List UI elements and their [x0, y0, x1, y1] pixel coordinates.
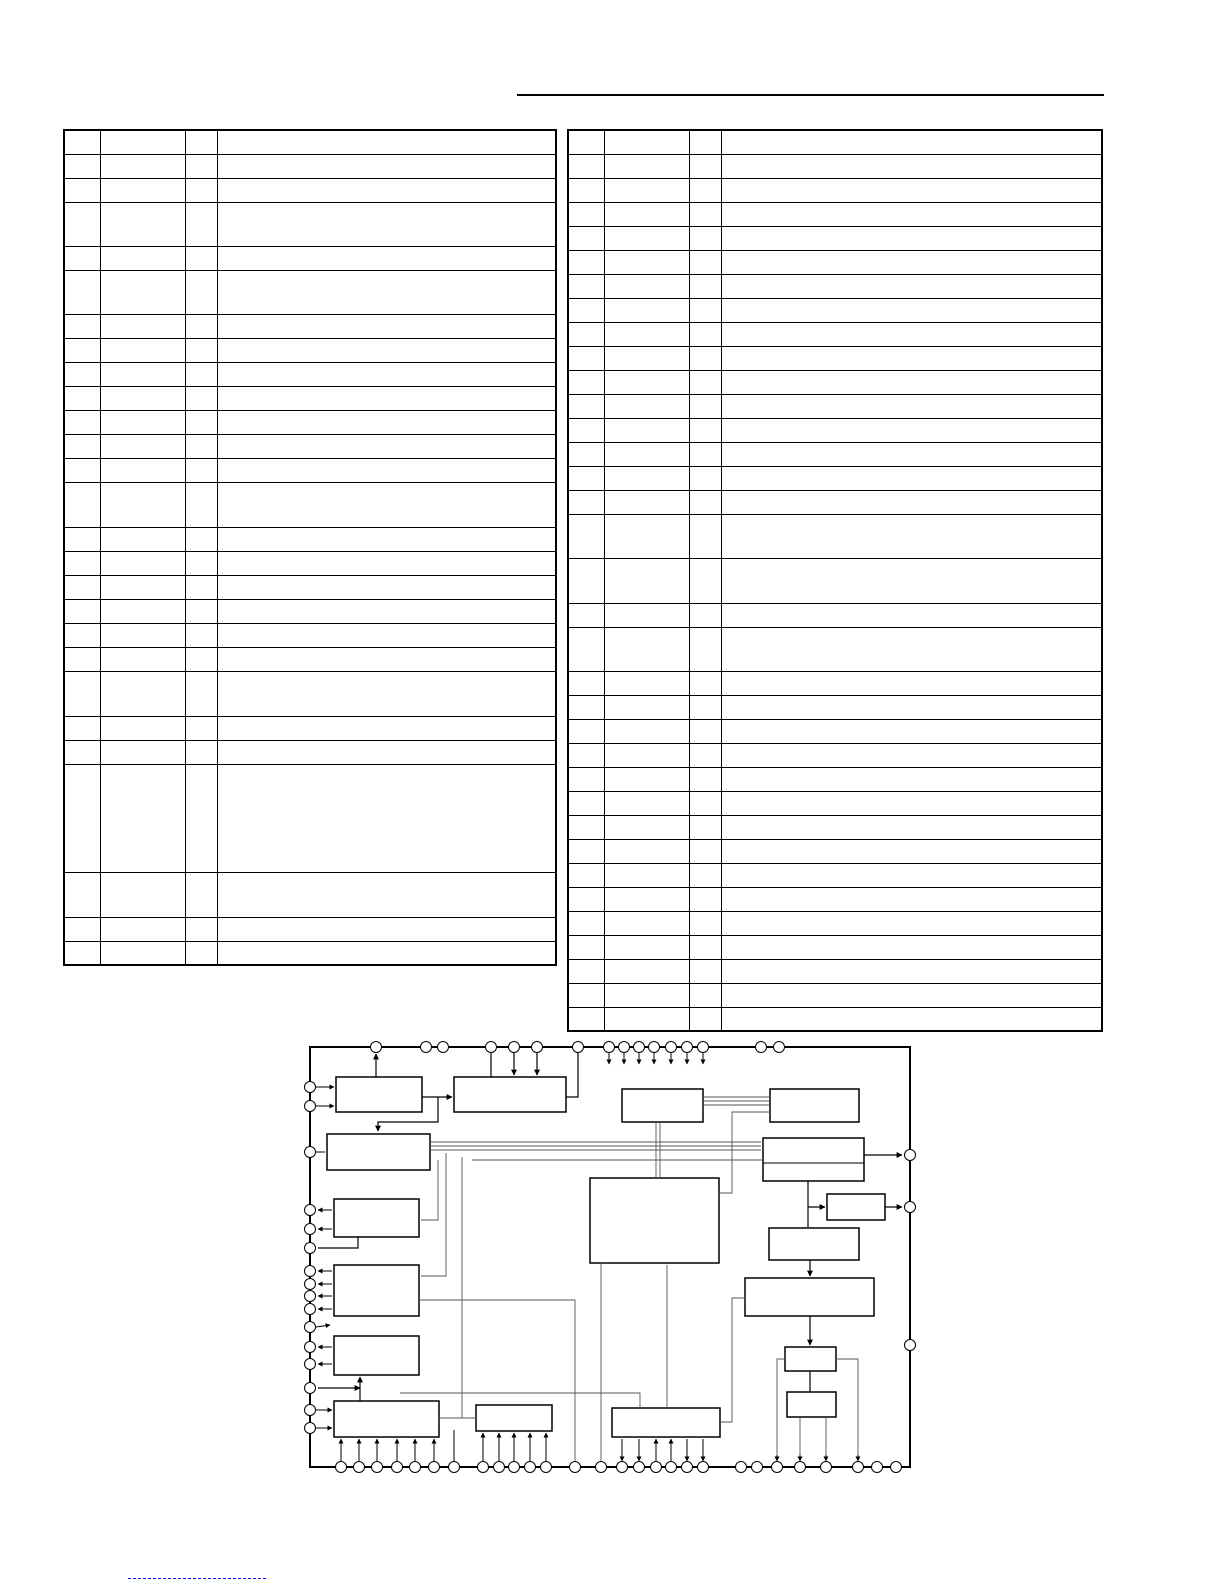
block-processor [590, 1178, 719, 1263]
pin-terminal [617, 1462, 628, 1473]
pin-terminal [872, 1462, 883, 1473]
pin-terminal [756, 1042, 767, 1053]
pin-terminal [392, 1462, 403, 1473]
bus-to-ctrl-b [421, 1153, 446, 1276]
block-output-stage [763, 1138, 864, 1181]
pin-terminal [305, 1082, 316, 1093]
pin-terminal [305, 1405, 316, 1416]
pin-terminal [666, 1042, 677, 1053]
pin-terminal [305, 1205, 316, 1216]
pin-terminal [651, 1462, 662, 1473]
pin-terminal [698, 1462, 709, 1473]
pin-terminal [305, 1291, 316, 1302]
pin-terminal [305, 1279, 316, 1290]
block-logic-2 [787, 1392, 836, 1417]
pin-terminal [736, 1462, 747, 1473]
pin-terminal [772, 1462, 783, 1473]
conn-amp-loop [378, 1097, 438, 1131]
pin-terminal [604, 1042, 615, 1053]
pin-terminal [666, 1462, 677, 1473]
conn-ctrl-a-loop [318, 1237, 358, 1248]
block-driver [827, 1194, 885, 1220]
pin-terminal [905, 1340, 916, 1351]
bus-timing-right [720, 1298, 745, 1422]
pin-terminal [305, 1266, 316, 1277]
block-serial-interface [334, 1401, 439, 1437]
pin-terminal [486, 1042, 497, 1053]
pin-terminal [619, 1042, 630, 1053]
block-comparator [769, 1228, 859, 1260]
pin-terminal [541, 1462, 552, 1473]
pin-terminal [821, 1462, 832, 1473]
block-input-amp [336, 1077, 422, 1112]
pin-terminal [305, 1243, 316, 1254]
footer-link-underline [128, 1578, 266, 1579]
pin-terminal [449, 1462, 460, 1473]
pin-terminal [573, 1042, 584, 1053]
block-timing [612, 1408, 720, 1437]
pin-terminal [371, 1042, 382, 1053]
pin-terminal [649, 1042, 660, 1053]
pin-terminal [698, 1042, 709, 1053]
pin-terminal [509, 1462, 520, 1473]
block-filter [454, 1077, 566, 1112]
pin-terminal [905, 1150, 916, 1161]
block-oscillator [622, 1089, 703, 1122]
pin-terminal [853, 1462, 864, 1473]
pin-terminal [410, 1462, 421, 1473]
pin-terminal [752, 1462, 763, 1473]
pin-terminal [305, 1359, 316, 1370]
pin-terminal [305, 1322, 316, 1333]
bus-logic-left [777, 1359, 785, 1465]
bus-ctrl-b-right [419, 1300, 575, 1465]
bus-logic-down [800, 1417, 826, 1465]
chip-outline [310, 1047, 910, 1467]
pin-terminal [429, 1462, 440, 1473]
block-memory [770, 1089, 859, 1122]
pin-terminal [305, 1342, 316, 1353]
pin-terminal [795, 1462, 806, 1473]
pin-terminal [305, 1304, 316, 1315]
pin-terminal [305, 1101, 316, 1112]
pin-terminal [634, 1042, 645, 1053]
pin-terminal [438, 1042, 449, 1053]
block-control-a [334, 1199, 419, 1237]
pin-terminal [570, 1462, 581, 1473]
pin-terminal [372, 1462, 383, 1473]
pin-terminal [905, 1202, 916, 1213]
pin-lead [316, 1325, 330, 1327]
pin-terminal [336, 1462, 347, 1473]
pin-terminal [596, 1462, 607, 1473]
pin-terminal [525, 1462, 536, 1473]
block-converter [745, 1278, 874, 1316]
pin-terminal [305, 1383, 316, 1394]
pin-terminal [421, 1042, 432, 1053]
pin-terminal [891, 1462, 902, 1473]
pin-terminal [478, 1462, 489, 1473]
pin-terminal [305, 1423, 316, 1434]
bus-logic-right [836, 1359, 858, 1465]
pin-terminal [494, 1462, 505, 1473]
conn-filter-up [566, 1053, 578, 1097]
pin-terminal [532, 1042, 543, 1053]
block-control-b [334, 1265, 419, 1316]
pin-terminal [509, 1042, 520, 1053]
pin-terminal [682, 1042, 693, 1053]
pin-terminal [354, 1462, 365, 1473]
block-register [476, 1405, 552, 1431]
block-control-c [334, 1336, 419, 1375]
block-clock-gen [327, 1134, 430, 1170]
pin-terminal [634, 1462, 645, 1473]
pin-terminal [682, 1462, 693, 1473]
pin-terminal [305, 1147, 316, 1158]
pin-terminal [305, 1224, 316, 1235]
block-logic-1 [785, 1347, 836, 1371]
pin-terminal [774, 1042, 785, 1053]
